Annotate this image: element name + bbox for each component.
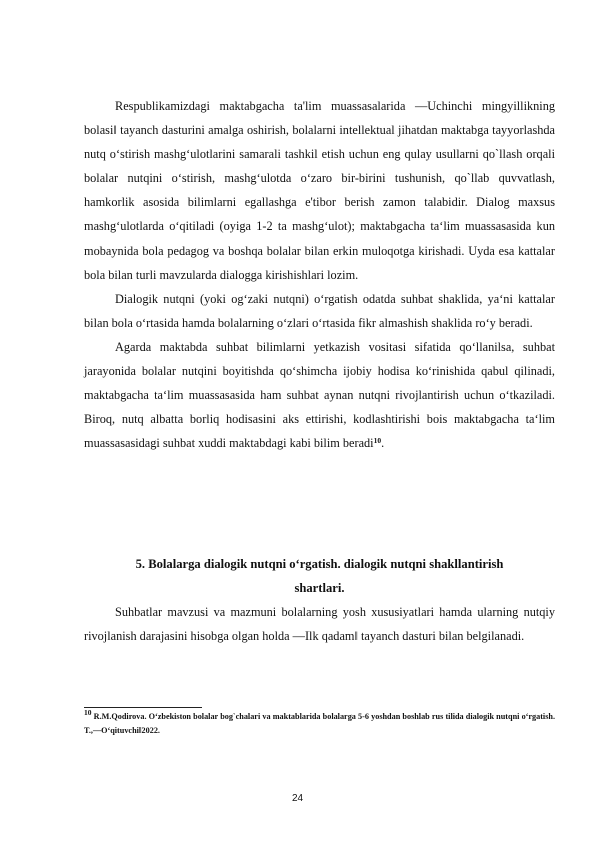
footnote-text: R.M.Qodirova. O‘zbekiston bolalar bog`chalari va maktablarida bolalarga 5-6 yoshdan boshlab rus tilida dialogik nutqni o‘rgatish. T.,―O‘qituvchi‖2022.	[84, 712, 555, 735]
section-heading-line-1: 5. Bolalarga dialogik nutqni o‘rgatish. dialogik nutqni shakllantirish	[135, 557, 504, 571]
paragraph-3-text: Agarda maktabda suhbat bilimlarni yetkazish vositasi sifatida qo‘llanilsa, suhbat jarayonida bolalar nutqini boyitishda qo‘shimcha ijobiy hodisa ko‘rinishida qabul qilinadi, maktabgacha ta‘lim muassasasida ham suhbat aynan nutqni rivojlantirish uchun o‘tkaziladi. Biroq, nutq albatta borliq hodisasini aks ettirishi, kodlashtirishi bois maktabgacha ta‘lim muassasasidagi suhbat xuddi maktabdagi kabi bilim beradi	[84, 339, 555, 451]
paragraph-2: Dialogik nutqni (yoki og‘zaki nutqni) o‘rgatish odatda suhbat shaklida, ya‘ni kattalar bilan bola o‘rtasida hamda bolalarning o‘zlari o‘rtasida fikr almashish shaklida ro‘y beradi.	[84, 291, 555, 330]
body-text-block-1	[84, 94, 555, 455]
paragraph-4: Suhbatlar mavzusi va mazmuni bolalarning yosh xususiyatlari hamda ularning nutqiy rivojlanish darajasini hisobga olgan holda ―Ilk qadam‖ tayanch dasturi bilan belgilanadi.	[84, 605, 555, 644]
paragraph-1: Respublikamizdagi maktabgacha ta'lim muassasalarida ―Uchinchi mingyillikning bolasi‖ tayanch dasturini amalga oshirish, bolalarni intellektual jihatdan maktabga tayyorlashda nutq o‘stirish mashg‘ulotlarini samarali tashkil etish uchun eng qulay usullarni qo`llash orqali bolalar nutqini o‘stirish, mashg‘ulotda o‘zaro bir-birini tushunish, qo`llab quvvatlash, hamkorlik asosida bilimlarni egallashga e'tibor berish zamon talabidir. Dialog maxsus mashg‘ulotlarda o‘qitiladi (oyiga 1-2 ta mashg‘ulot); maktabgacha ta‘lim muassasasida kun mobaynida bola pedagog va boshqa bolalar bilan erkin muloqotga kirishadi. Uyda esa kattalar bola bilan turli mavzularda dialogga kirishishlari lozim.	[84, 99, 555, 282]
paragraph-3: Agarda maktabda suhbat bilimlarni yetkazish vositasi sifatida qo‘llanilsa, suhbat jarayonida bolalar nutqini boyitishda qo‘shimcha ijobiy hodisa ko‘rinishida qabul qilinadi, maktabgacha ta‘lim muassasasida ham suhbat aynan nutqni rivojlantirish uchun o‘tkaziladi. Biroq, nutq albatta borliq hodisasini aks ettirishi, kodlashtirishi bois maktabgacha ta‘lim muassasasidagi suhbat xuddi maktabdagi kabi bilim beradi$^{10}$.	[84, 339, 555, 451]
section-heading-line-2: shartlari.	[294, 581, 345, 596]
footnote	[84, 710, 555, 738]
footnote-number: 10	[84, 708, 92, 717]
footnote-reference: 10	[373, 436, 382, 446]
section-heading	[84, 552, 555, 600]
body-text-block-2	[84, 600, 555, 648]
footnote-divider	[84, 707, 202, 708]
page-number: 24	[291, 793, 304, 804]
